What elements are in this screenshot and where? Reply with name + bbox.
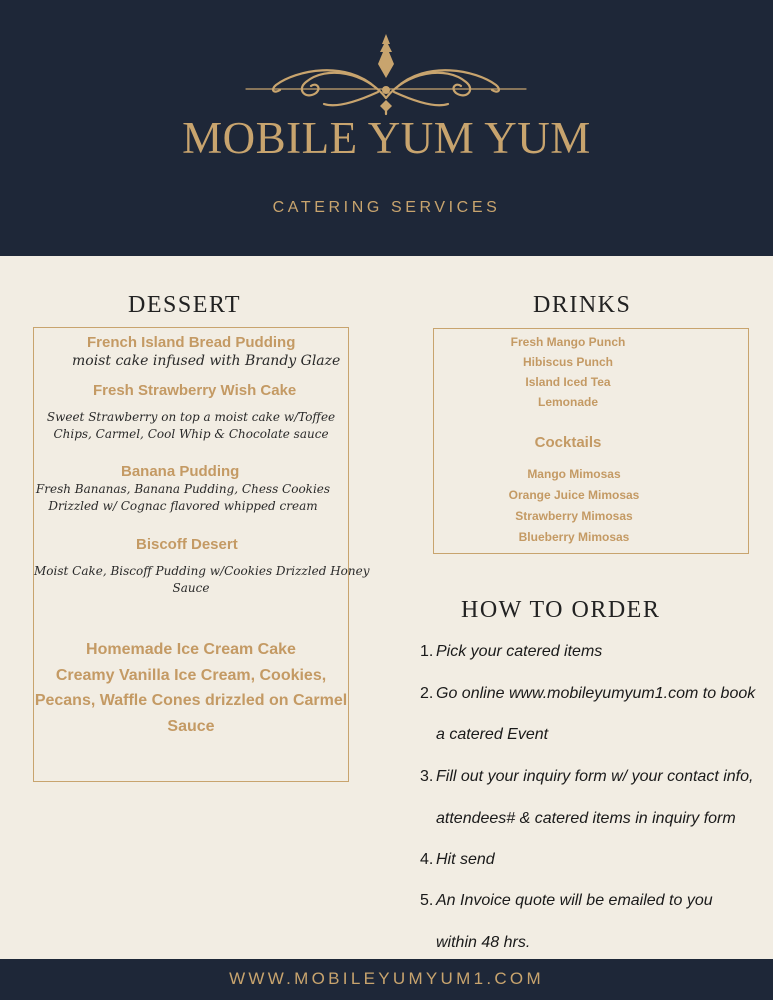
- brand-name: MOBILE YUM YUM: [182, 113, 591, 163]
- dessert-item-desc: Drizzled w/ Cognac flavored whipped cream: [48, 499, 318, 513]
- dessert-item-desc: Creamy Vanilla Ice Cream, Cookies,: [55, 667, 327, 684]
- footer-website: WWW.MOBILEYUMYUM1.COM: [229, 969, 544, 988]
- drink-item: Lemonade: [537, 395, 598, 409]
- footer-banner: [0, 959, 773, 1000]
- step-text: within 48 hrs.: [436, 934, 531, 951]
- step-number: 1.: [420, 643, 434, 660]
- step-text: a catered Event: [436, 726, 549, 743]
- how-to-order-title: HOW TO ORDER: [461, 597, 661, 623]
- dessert-item-desc: Pecans, Waffle Cones drizzled on Carmel: [34, 692, 348, 709]
- dessert-item-desc: Sweet Strawberry on top a moist cake w/Toffee: [46, 410, 336, 424]
- drink-item: Island Iced Tea: [525, 375, 611, 389]
- dessert-item-desc: Sauce: [167, 718, 215, 735]
- step-number: 5.: [420, 892, 434, 909]
- dessert-item-desc: moist cake infused with Brandy Glaze: [72, 353, 341, 369]
- step-text: Go online www.mobileyumyum1.com to book: [436, 685, 756, 702]
- cocktails-title: Cocktails: [534, 434, 602, 451]
- dessert-item-name: Homemade Ice Cream Cake: [86, 641, 296, 658]
- dessert-item-name: Banana Pudding: [121, 463, 240, 480]
- step-text: An Invoice quote will be emailed to you: [436, 892, 713, 909]
- dessert-item-name: Fresh Strawberry Wish Cake: [93, 382, 297, 399]
- drink-item: Hibiscus Punch: [522, 355, 614, 369]
- cocktail-item: Orange Juice Mimosas: [508, 488, 640, 502]
- step-number: 2.: [420, 685, 434, 702]
- cocktail-item: Mango Mimosas: [527, 467, 621, 481]
- dessert-item-name: French Island Bread Pudding: [87, 334, 296, 351]
- dessert-item-desc: Sauce: [172, 581, 210, 595]
- drink-item: Fresh Mango Punch: [510, 335, 626, 349]
- dessert-item-desc: Fresh Bananas, Banana Pudding, Chess Cookies: [35, 482, 331, 496]
- drinks-title: DRINKS: [533, 292, 632, 318]
- cocktail-item: Blueberry Mimosas: [518, 530, 630, 544]
- step-text: Fill out your inquiry form w/ your contact info,: [436, 768, 754, 785]
- flourish-ornament-icon: [236, 30, 536, 120]
- tagline: CATERING SERVICES: [272, 199, 501, 216]
- dessert-title: DESSERT: [128, 292, 242, 318]
- header-banner: [0, 0, 773, 256]
- step-text: Hit send: [436, 851, 495, 868]
- dessert-item-desc: Moist Cake, Biscoff Pudding w/Cookies Drizzled Honey: [34, 564, 370, 578]
- dessert-item-name: Biscoff Desert: [136, 536, 238, 553]
- step-number: 4.: [420, 851, 434, 868]
- step-number: 3.: [420, 768, 434, 785]
- cocktail-item: Strawberry Mimosas: [515, 509, 633, 523]
- dessert-item-desc: Chips, Carmel, Cool Whip & Chocolate sauce: [53, 427, 329, 441]
- step-text: attendees# & catered items in inquiry form: [436, 810, 736, 827]
- step-text: Pick your catered items: [436, 643, 603, 660]
